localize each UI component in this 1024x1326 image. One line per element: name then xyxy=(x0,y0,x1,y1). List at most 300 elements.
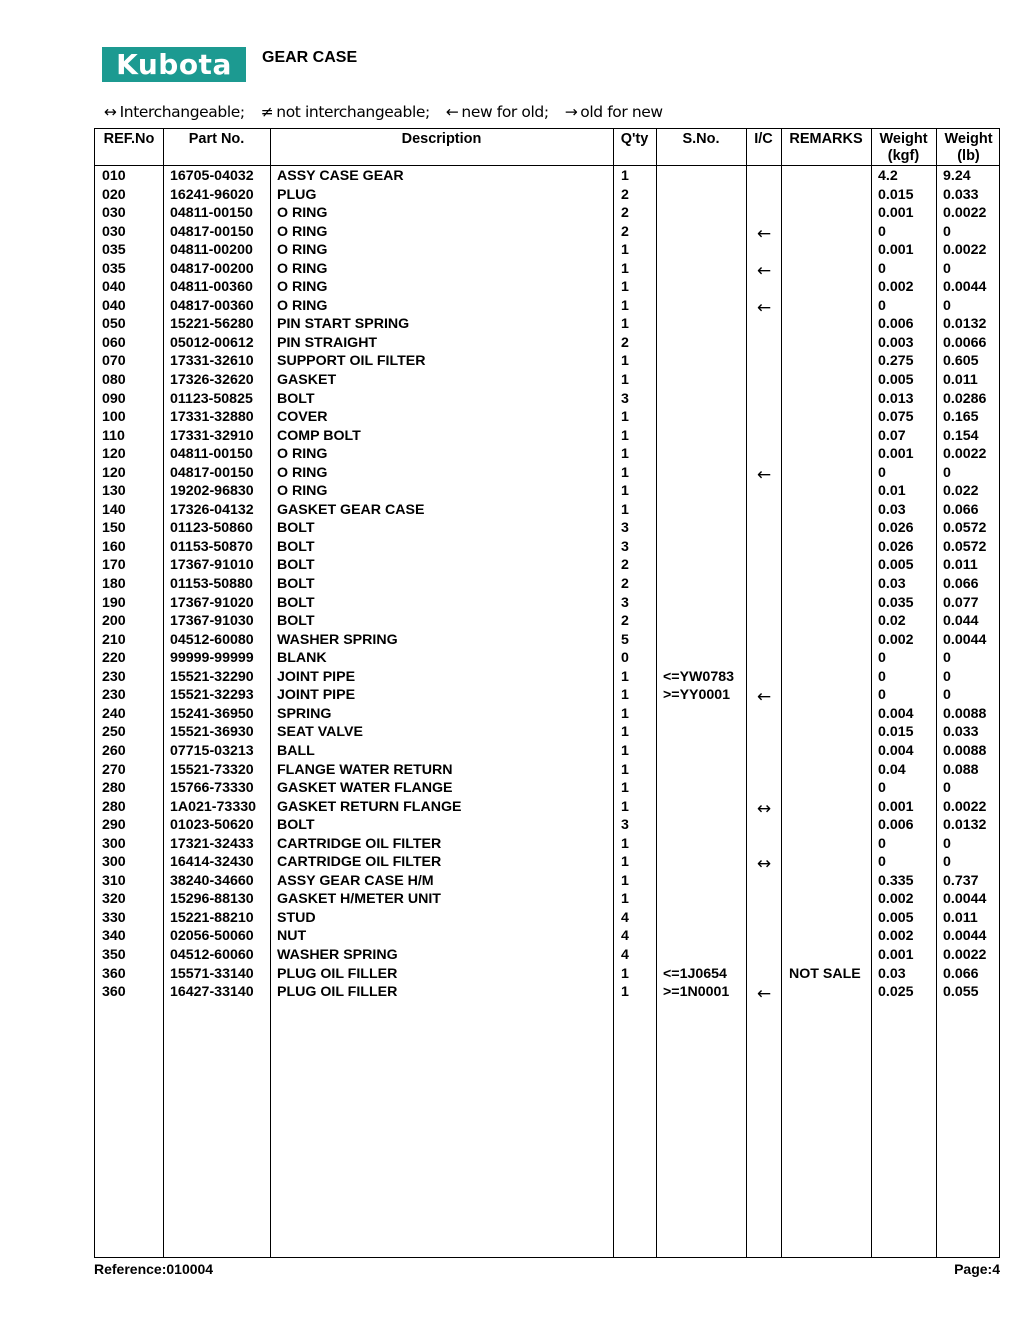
cell-description: O RING xyxy=(277,446,328,463)
cell-ref-no: 280 xyxy=(102,798,126,815)
cell-weight-lb: 0 xyxy=(943,835,951,852)
cell-qty: 0 xyxy=(621,650,629,667)
cell-weight-kgf: 0.003 xyxy=(878,334,914,351)
table-row xyxy=(95,612,1001,631)
legend-old-for-new: → old for new xyxy=(564,103,663,121)
cell-weight-kgf: 0.001 xyxy=(878,798,914,815)
cell-qty: 1 xyxy=(621,501,629,518)
cell-ref-no: 150 xyxy=(102,520,126,537)
cell-description: PIN START SPRING xyxy=(277,316,410,333)
cell-weight-kgf: 0.001 xyxy=(878,946,914,963)
cell-description: O RING xyxy=(277,205,328,222)
cell-description: WASHER SPRING xyxy=(277,631,398,648)
cell-ref-no: 090 xyxy=(102,390,126,407)
cell-weight-kgf: 0.006 xyxy=(878,316,914,333)
cell-qty: 1 xyxy=(621,260,629,277)
cell-weight-lb: 0.0066 xyxy=(943,334,987,351)
table-row xyxy=(95,649,1001,668)
cell-qty: 3 xyxy=(621,817,629,834)
cell-weight-lb: 0 xyxy=(943,297,951,314)
cell-weight-kgf: 0.001 xyxy=(878,242,914,259)
cell-ref-no: 340 xyxy=(102,928,126,945)
table-body xyxy=(95,167,1001,1005)
cell-part-no: 01123-50860 xyxy=(170,520,253,537)
cell-ref-no: 120 xyxy=(102,446,126,463)
cell-weight-lb: 0.0088 xyxy=(943,705,987,722)
cell-weight-lb: 0.0022 xyxy=(943,446,987,463)
cell-serial-no: <=1J0654 xyxy=(663,965,727,982)
cell-weight-kgf: 0.004 xyxy=(878,705,914,722)
cell-description: BLANK xyxy=(277,650,327,667)
cell-qty: 2 xyxy=(621,334,629,351)
cell-part-no: 16705-04032 xyxy=(170,168,254,184)
cell-part-no: 19202-96830 xyxy=(170,483,254,500)
table-row xyxy=(95,668,1001,687)
cell-weight-kgf: 0.03 xyxy=(878,576,906,593)
table-row xyxy=(95,519,1001,538)
cell-ic-symbol: ↔ xyxy=(756,854,772,875)
cell-weight-kgf: 0.001 xyxy=(878,446,914,463)
cell-part-no: 15296-88130 xyxy=(170,891,254,908)
table-row xyxy=(95,204,1001,223)
cell-ic-symbol: ← xyxy=(756,687,772,708)
cell-part-no: 04817-00200 xyxy=(170,260,254,277)
cell-weight-kgf: 0.275 xyxy=(878,353,914,370)
cell-part-no: 17331-32610 xyxy=(170,353,254,370)
cell-part-no: 38240-34660 xyxy=(170,872,254,889)
cell-part-no: 15521-32290 xyxy=(170,668,254,685)
cell-part-no: 15766-73330 xyxy=(170,780,254,797)
cell-description: SPRING xyxy=(277,705,332,722)
col-header-qty: Q'ty xyxy=(620,131,649,147)
cell-weight-kgf: 0 xyxy=(878,668,886,685)
cell-description: CARTRIDGE OIL FILTER xyxy=(277,854,442,871)
cell-ref-no: 200 xyxy=(102,613,126,630)
cell-weight-lb: 0 xyxy=(943,223,951,240)
cell-ref-no: 320 xyxy=(102,891,126,908)
cell-part-no: 17326-04132 xyxy=(170,501,254,518)
cell-qty: 1 xyxy=(621,705,629,722)
cell-ref-no: 190 xyxy=(102,594,126,611)
cell-qty: 1 xyxy=(621,854,629,871)
footer-reference: Reference:010004 xyxy=(94,1261,214,1277)
cell-ref-no: 310 xyxy=(102,872,126,889)
table-row xyxy=(95,965,1001,984)
cell-ic-symbol: ← xyxy=(756,464,772,485)
cell-part-no: 15521-32293 xyxy=(170,687,254,704)
table-row xyxy=(95,927,1001,946)
table-row xyxy=(95,909,1001,928)
cell-qty: 2 xyxy=(621,223,629,240)
cell-part-no: 16427-33140 xyxy=(170,984,254,1001)
cell-ref-no: 035 xyxy=(102,260,126,277)
cell-description: O RING xyxy=(277,464,328,481)
cell-part-no: 01123-50825 xyxy=(170,390,253,407)
cell-ref-no: 270 xyxy=(102,761,126,778)
cell-description: O RING xyxy=(277,297,328,314)
cell-weight-lb: 0 xyxy=(943,260,951,277)
cell-ref-no: 060 xyxy=(102,334,126,351)
table-row xyxy=(95,352,1001,371)
page-number: Page:4 xyxy=(954,1261,1000,1277)
cell-qty: 1 xyxy=(621,279,629,296)
table-row xyxy=(95,371,1001,390)
table-row xyxy=(95,390,1001,409)
cell-weight-kgf: 0 xyxy=(878,260,886,277)
cell-weight-lb: 0.033 xyxy=(943,724,979,741)
cell-qty: 1 xyxy=(621,427,629,444)
table-row xyxy=(95,223,1001,242)
cell-weight-kgf: 0.02 xyxy=(878,613,906,630)
legend xyxy=(104,103,663,121)
cell-description: O RING xyxy=(277,223,328,240)
cell-part-no: 15221-88210 xyxy=(170,909,254,926)
table-row xyxy=(95,816,1001,835)
cell-weight-kgf: 0.04 xyxy=(878,761,906,778)
cell-ref-no: 100 xyxy=(102,409,126,426)
table-row xyxy=(95,983,1001,1005)
cell-weight-kgf: 0.01 xyxy=(878,483,906,500)
cell-qty: 3 xyxy=(621,390,629,407)
cell-description: BOLT xyxy=(277,613,315,630)
table-row xyxy=(95,575,1001,594)
cell-description: PLUG OIL FILLER xyxy=(277,984,398,1001)
cell-weight-lb: 0.055 xyxy=(943,984,979,1001)
table-row xyxy=(95,482,1001,501)
cell-description: JOINT PIPE xyxy=(277,668,356,685)
cell-qty: 3 xyxy=(621,594,629,611)
cell-ref-no: 030 xyxy=(102,223,126,240)
table-row xyxy=(95,408,1001,427)
cell-weight-kgf: 0.004 xyxy=(878,742,914,759)
cell-weight-lb: 0 xyxy=(943,687,951,704)
cell-weight-kgf: 0 xyxy=(878,650,886,667)
cell-ref-no: 350 xyxy=(102,946,126,963)
table-row xyxy=(95,946,1001,965)
cell-part-no: 04811-00150 xyxy=(170,446,253,463)
table-row xyxy=(95,853,1001,875)
cell-weight-kgf: 0.002 xyxy=(878,891,914,908)
cell-part-no: 17326-32620 xyxy=(170,372,254,389)
cell-weight-lb: 0.0572 xyxy=(943,538,987,555)
cell-qty: 1 xyxy=(621,409,629,426)
cell-weight-kgf: 0.025 xyxy=(878,984,914,1001)
cell-part-no: 04512-60080 xyxy=(170,631,254,648)
cell-weight-lb: 0.0132 xyxy=(943,316,987,333)
table-row xyxy=(95,835,1001,854)
cell-ref-no: 250 xyxy=(102,724,126,741)
cell-weight-lb: 0.044 xyxy=(943,613,979,630)
cell-part-no: 15571-33140 xyxy=(170,965,254,982)
cell-weight-kgf: 0.002 xyxy=(878,928,914,945)
cell-ref-no: 230 xyxy=(102,668,126,685)
table-row xyxy=(95,872,1001,891)
cell-qty: 1 xyxy=(621,483,629,500)
cell-weight-lb: 0.011 xyxy=(943,909,978,926)
parts-table xyxy=(94,128,1000,1258)
cell-weight-kgf: 0.001 xyxy=(878,205,914,222)
cell-part-no: 04817-00150 xyxy=(170,464,254,481)
cell-qty: 4 xyxy=(621,928,629,945)
cell-weight-lb: 0.066 xyxy=(943,576,979,593)
table-row xyxy=(95,556,1001,575)
cell-part-no: 15221-56280 xyxy=(170,316,254,333)
table-row xyxy=(95,186,1001,205)
cell-ref-no: 240 xyxy=(102,705,126,722)
cell-ic-symbol: ← xyxy=(756,223,772,244)
cell-weight-lb: 0.0572 xyxy=(943,520,987,537)
table-row xyxy=(95,798,1001,817)
col-header-part-no: Part No. xyxy=(188,131,245,147)
table-row xyxy=(95,427,1001,446)
cell-weight-lb: 0.154 xyxy=(943,427,979,444)
table-row xyxy=(95,890,1001,909)
cell-weight-kgf: 0.005 xyxy=(878,909,914,926)
table-row xyxy=(95,501,1001,520)
col-header-weight-kgf: Weight (kgf) xyxy=(879,131,928,164)
cell-part-no: 04811-00150 xyxy=(170,205,253,222)
table-row xyxy=(95,761,1001,780)
cell-part-no: 07715-03213 xyxy=(170,742,254,759)
legend-not-interchangeable: ≠ not interchangeable; xyxy=(260,103,430,121)
cell-description: COVER xyxy=(277,409,328,426)
cell-weight-kgf: 4.2 xyxy=(878,168,898,184)
cell-qty: 4 xyxy=(621,946,629,963)
cell-part-no: 16241-96020 xyxy=(170,186,254,203)
cell-qty: 2 xyxy=(621,186,629,203)
cell-qty: 1 xyxy=(621,742,629,759)
cell-weight-kgf: 0 xyxy=(878,223,886,240)
cell-description: FLANGE WATER RETURN xyxy=(277,761,453,778)
cell-ref-no: 030 xyxy=(102,205,126,222)
cell-qty: 1 xyxy=(621,761,629,778)
cell-qty: 2 xyxy=(621,613,629,630)
cell-ref-no: 050 xyxy=(102,316,126,333)
cell-ref-no: 220 xyxy=(102,650,126,667)
cell-serial-no: >=YY0001 xyxy=(663,687,731,704)
cell-description: ASSY GEAR CASE H/M xyxy=(277,872,434,889)
cell-part-no: 04512-60060 xyxy=(170,946,254,963)
cell-weight-lb: 0.0044 xyxy=(943,279,987,296)
cell-part-no: 02056-50060 xyxy=(170,928,254,945)
cell-weight-kgf: 0 xyxy=(878,780,886,797)
cell-qty: 2 xyxy=(621,557,629,574)
cell-part-no: 04817-00360 xyxy=(170,297,254,314)
cell-qty: 1 xyxy=(621,965,629,982)
cell-description: O RING xyxy=(277,242,328,259)
cell-weight-kgf: 0.002 xyxy=(878,631,914,648)
table-row xyxy=(95,705,1001,724)
cell-weight-lb: 0.0286 xyxy=(943,390,987,407)
col-header-ref: REF.No xyxy=(103,131,155,147)
cell-weight-lb: 0.0044 xyxy=(943,891,987,908)
cell-weight-kgf: 0.002 xyxy=(878,279,914,296)
cell-weight-lb: 0.737 xyxy=(943,872,979,889)
cell-weight-lb: 0.011 xyxy=(943,372,978,389)
cell-weight-lb: 0.088 xyxy=(943,761,979,778)
cell-ref-no: 040 xyxy=(102,279,126,296)
cell-weight-kgf: 0.075 xyxy=(878,409,914,426)
cell-qty: 1 xyxy=(621,446,629,463)
cell-weight-lb: 0.066 xyxy=(943,965,979,982)
cell-weight-kgf: 0.005 xyxy=(878,372,914,389)
cell-qty: 1 xyxy=(621,668,629,685)
cell-weight-kgf: 0.07 xyxy=(878,427,906,444)
cell-description: SEAT VALVE xyxy=(277,724,363,741)
cell-part-no: 16414-32430 xyxy=(170,854,254,871)
cell-qty: 1 xyxy=(621,168,629,184)
cell-weight-kgf: 0.026 xyxy=(878,520,914,537)
cell-weight-lb: 0 xyxy=(943,668,951,685)
cell-weight-kgf: 0.013 xyxy=(878,390,914,407)
cell-weight-lb: 0 xyxy=(943,854,951,871)
cell-weight-lb: 0.066 xyxy=(943,501,979,518)
cell-weight-lb: 9.24 xyxy=(943,168,971,184)
cell-weight-lb: 0.0044 xyxy=(943,928,987,945)
cell-weight-lb: 0.605 xyxy=(943,353,979,370)
cell-weight-lb: 0.0088 xyxy=(943,742,987,759)
cell-description: NUT xyxy=(277,928,307,945)
cell-ref-no: 230 xyxy=(102,687,126,704)
table-row xyxy=(95,723,1001,742)
cell-qty: 1 xyxy=(621,780,629,797)
cell-description: GASKET xyxy=(277,372,337,389)
cell-part-no: 04811-00200 xyxy=(170,242,253,259)
cell-qty: 1 xyxy=(621,798,629,815)
cell-ref-no: 080 xyxy=(102,372,126,389)
cell-ref-no: 010 xyxy=(102,168,126,184)
cell-weight-kgf: 0.035 xyxy=(878,594,914,611)
cell-qty: 1 xyxy=(621,372,629,389)
cell-description: PIN STRAIGHT xyxy=(277,334,378,351)
cell-weight-kgf: 0 xyxy=(878,687,886,704)
cell-qty: 2 xyxy=(621,576,629,593)
cell-description: WASHER SPRING xyxy=(277,946,398,963)
cell-description: O RING xyxy=(277,279,328,296)
table-row xyxy=(95,742,1001,761)
table-row xyxy=(95,167,1001,186)
cell-ref-no: 330 xyxy=(102,909,126,926)
cell-weight-lb: 0.0022 xyxy=(943,946,987,963)
cell-qty: 4 xyxy=(621,909,629,926)
cell-description: ASSY CASE GEAR xyxy=(277,168,404,184)
cell-description: PLUG OIL FILLER xyxy=(277,965,398,982)
cell-ref-no: 360 xyxy=(102,984,126,1001)
cell-weight-lb: 0.165 xyxy=(943,409,979,426)
table-row xyxy=(95,631,1001,650)
cell-part-no: 17367-91030 xyxy=(170,613,254,630)
cell-description: BOLT xyxy=(277,557,315,574)
cell-ic-symbol: ← xyxy=(756,984,772,1005)
cell-description: PLUG xyxy=(277,186,317,203)
cell-remarks: NOT SALE xyxy=(789,965,861,982)
cell-weight-lb: 0 xyxy=(943,650,951,667)
cell-ref-no: 020 xyxy=(102,186,126,203)
cell-part-no: 17331-32910 xyxy=(170,427,254,444)
cell-qty: 5 xyxy=(621,631,629,648)
cell-serial-no: <=YW0783 xyxy=(663,668,734,685)
table-row xyxy=(95,315,1001,334)
cell-description: BALL xyxy=(277,742,315,759)
table-row xyxy=(95,686,1001,708)
cell-weight-kgf: 0.335 xyxy=(878,872,914,889)
cell-qty: 1 xyxy=(621,353,629,370)
cell-ref-no: 120 xyxy=(102,464,126,481)
cell-part-no: 01153-50880 xyxy=(170,576,253,593)
cell-qty: 3 xyxy=(621,520,629,537)
page-title: GEAR CASE xyxy=(262,49,358,66)
cell-part-no: 15241-36950 xyxy=(170,705,254,722)
cell-ref-no: 130 xyxy=(102,483,126,500)
legend-new-for-old: ← new for old; xyxy=(445,103,549,121)
cell-weight-kgf: 0.005 xyxy=(878,557,914,574)
cell-ref-no: 140 xyxy=(102,501,126,518)
table-row xyxy=(95,241,1001,260)
cell-ref-no: 280 xyxy=(102,780,126,797)
col-header-sno: S.No. xyxy=(682,131,720,147)
cell-qty: 3 xyxy=(621,538,629,555)
col-header-weight-lb: Weight (lb) xyxy=(944,131,993,164)
cell-part-no: 1A021-73330 xyxy=(170,798,256,815)
cell-ref-no: 035 xyxy=(102,242,126,259)
table-row xyxy=(95,538,1001,557)
cell-qty: 1 xyxy=(621,835,629,852)
cell-ref-no: 160 xyxy=(102,538,126,555)
cell-qty: 1 xyxy=(621,297,629,314)
table-row xyxy=(95,445,1001,464)
col-header-ic: I/C xyxy=(754,131,773,147)
col-header-remarks: REMARKS xyxy=(789,131,863,147)
cell-weight-lb: 0.0022 xyxy=(943,205,987,222)
cell-weight-kgf: 0.03 xyxy=(878,501,906,518)
cell-weight-lb: 0 xyxy=(943,464,951,481)
cell-description: GASKET GEAR CASE xyxy=(277,501,425,518)
cell-qty: 1 xyxy=(621,242,629,259)
cell-part-no: 99999-99999 xyxy=(170,650,254,667)
cell-description: BOLT xyxy=(277,520,315,537)
cell-weight-lb: 0.022 xyxy=(943,483,979,500)
table-row xyxy=(95,594,1001,613)
cell-part-no: 15521-73320 xyxy=(170,761,254,778)
cell-qty: 1 xyxy=(621,872,629,889)
cell-qty: 1 xyxy=(621,891,629,908)
cell-description: GASKET RETURN FLANGE xyxy=(277,798,462,815)
col-header-description: Description xyxy=(401,131,482,147)
cell-description: STUD xyxy=(277,909,316,926)
cell-description: BOLT xyxy=(277,538,315,555)
cell-weight-kgf: 0 xyxy=(878,297,886,314)
cell-ref-no: 110 xyxy=(102,427,125,444)
cell-description: COMP BOLT xyxy=(277,427,361,444)
cell-ic-symbol: ↔ xyxy=(756,798,772,819)
cell-description: BOLT xyxy=(277,817,315,834)
cell-description: GASKET H/METER UNIT xyxy=(277,891,441,908)
cell-part-no: 17331-32880 xyxy=(170,409,254,426)
cell-ic-symbol: ← xyxy=(756,297,772,318)
cell-part-no: 15521-36930 xyxy=(170,724,254,741)
cell-weight-lb: 0.033 xyxy=(943,186,979,203)
cell-part-no: 05012-00612 xyxy=(170,334,254,351)
cell-weight-kgf: 0.03 xyxy=(878,965,906,982)
cell-weight-lb: 0.011 xyxy=(943,557,978,574)
cell-weight-lb: 0.0132 xyxy=(943,817,987,834)
cell-part-no: 04817-00150 xyxy=(170,223,254,240)
cell-ref-no: 300 xyxy=(102,854,126,871)
cell-description: BOLT xyxy=(277,576,315,593)
cell-ref-no: 170 xyxy=(102,557,126,574)
cell-description: JOINT PIPE xyxy=(277,687,356,704)
cell-description: CARTRIDGE OIL FILTER xyxy=(277,835,442,852)
